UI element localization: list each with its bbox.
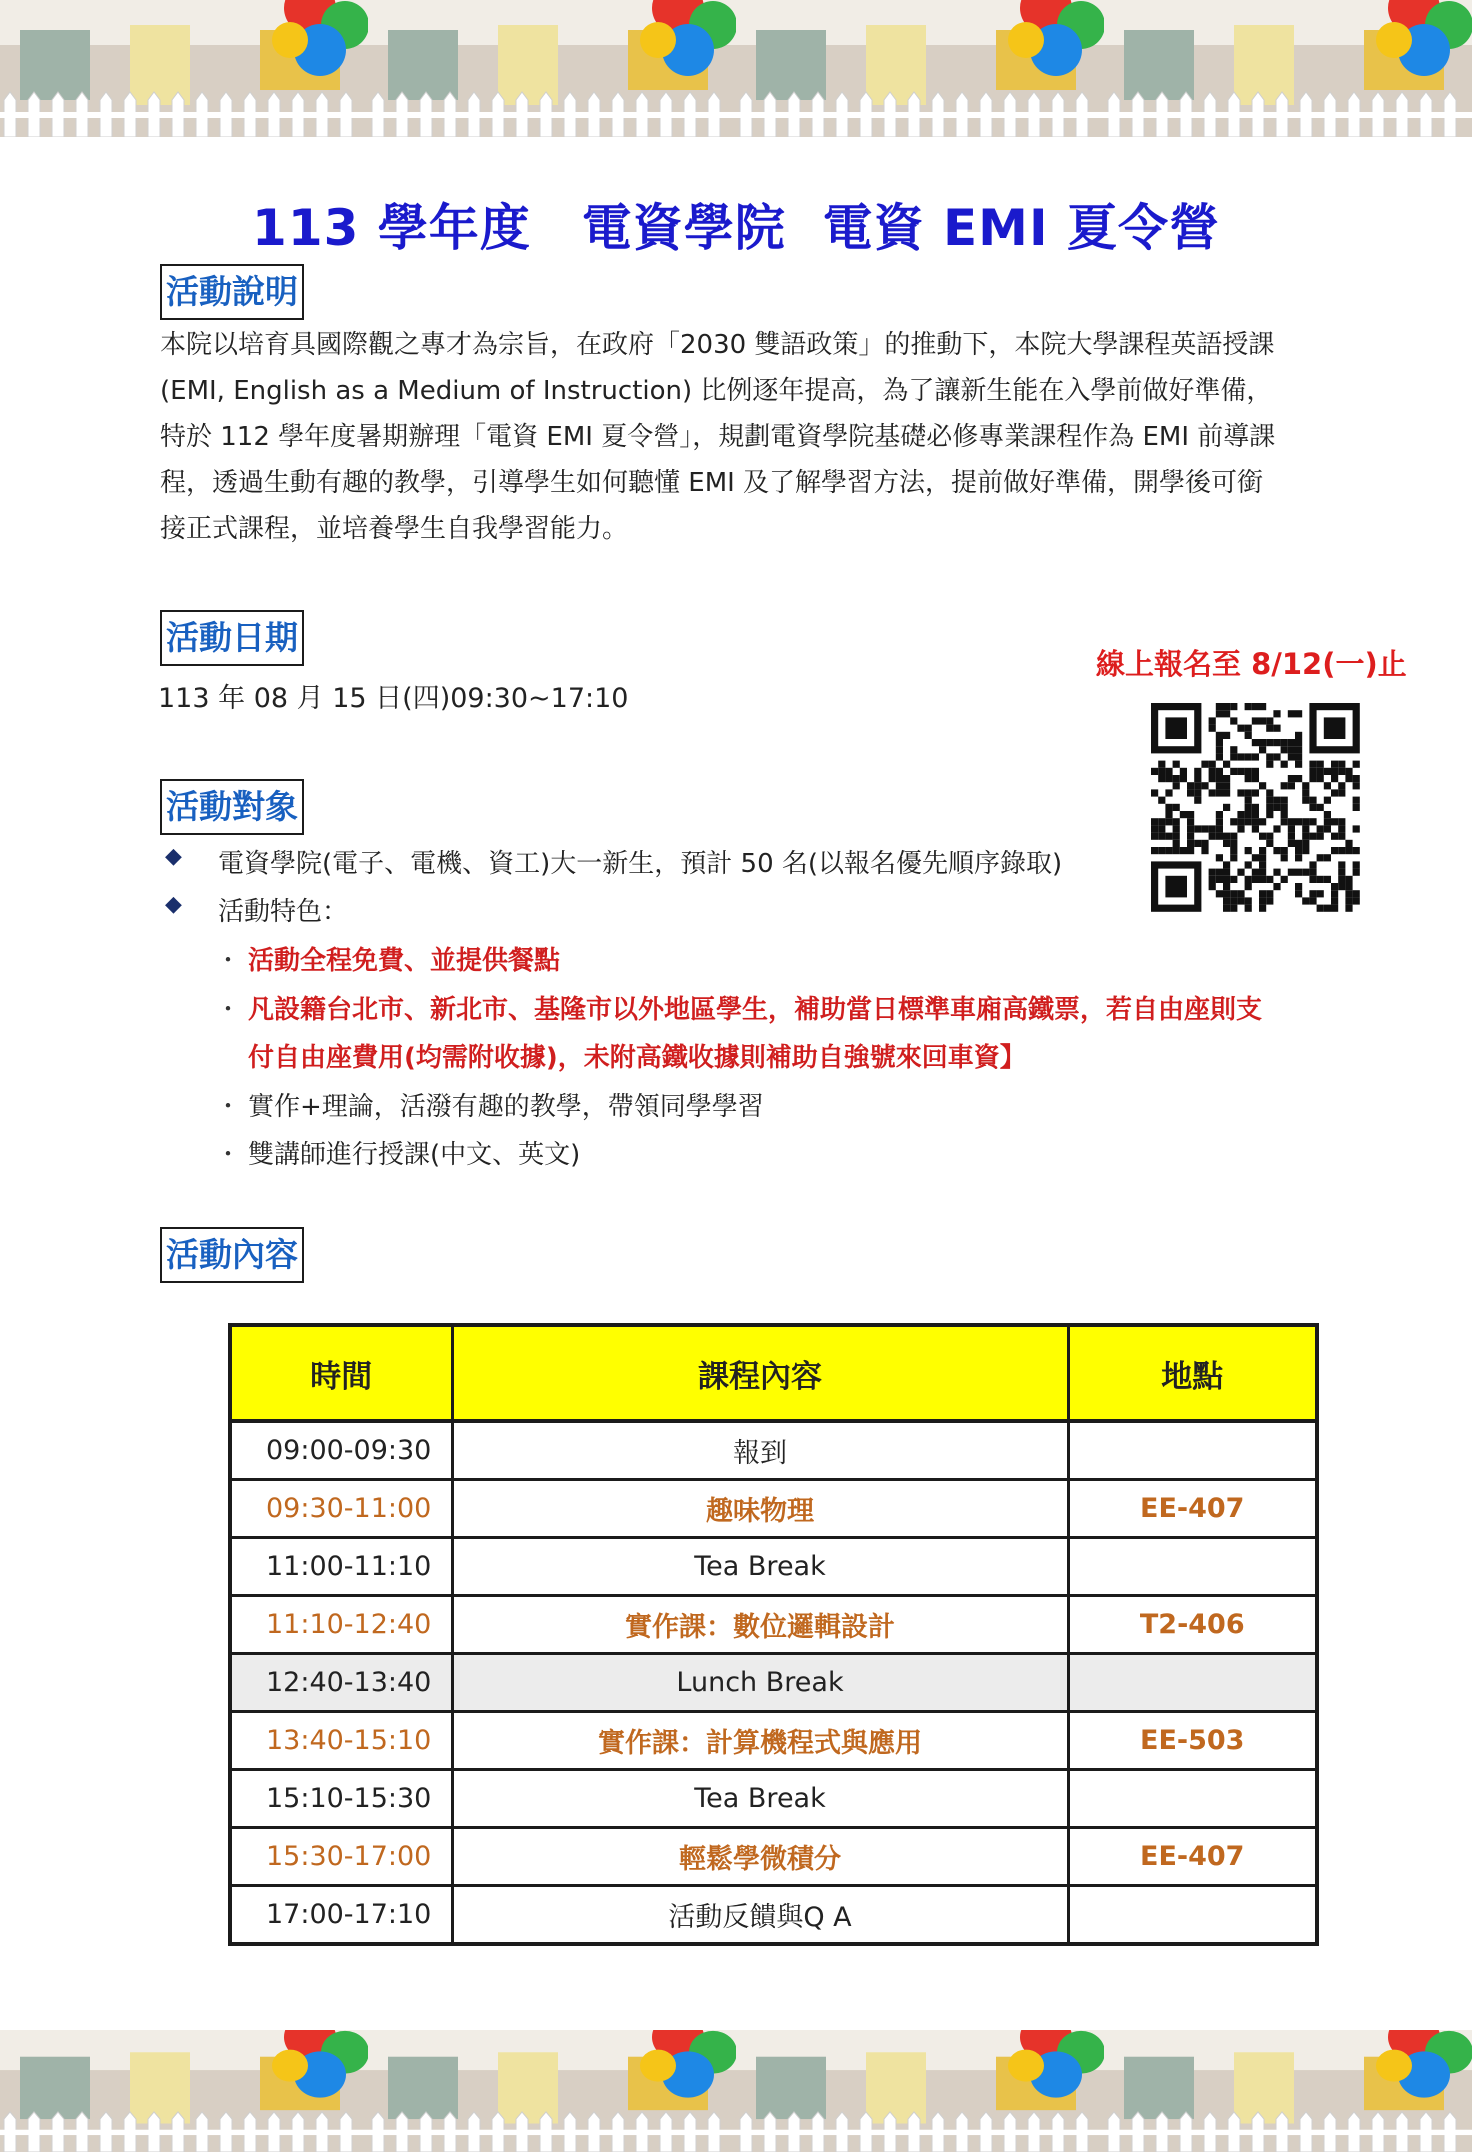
cell-content: 輕鬆學微積分 [452, 1828, 1068, 1886]
cell-content: Lunch Break [452, 1654, 1068, 1712]
cell-location: EE-407 [1068, 1480, 1317, 1538]
cell-content: 趣味物理 [452, 1480, 1068, 1538]
cell-location: EE-503 [1068, 1712, 1317, 1770]
cell-time: 15:30-17:00 [230, 1828, 452, 1886]
description-line: 本院以培育具國際觀之專才為宗旨，在政府「2030 雙語政策」的推動下，本院大學課程英語授課 [160, 330, 1275, 360]
target-bullet: 電資學院(電子、電機、資工)大一新生，預計 50 名(以報名優先順序錄取) [218, 849, 1063, 879]
cell-content: 報到 [452, 1421, 1068, 1480]
diamond-bullet-icon: ◆ [165, 892, 182, 917]
bottom-banner [0, 2030, 1472, 2152]
cell-time: 11:10-12:40 [230, 1596, 452, 1654]
description-line: 程，透過生動有趣的教學，引導學生如何聽懂 EMI 及了解學習方法，提前做好準備，開學後可銜 [160, 468, 1264, 498]
description-line: 接正式課程，並培養學生自我學習能力。 [160, 514, 629, 544]
schedule-header-row [230, 1325, 1317, 1421]
balloon-banner-image [0, 2030, 1472, 2152]
cell-time: 12:40-13:40 [230, 1654, 452, 1712]
description-paragraph [160, 322, 1320, 552]
section-heading-target: 活動對象 [160, 779, 304, 835]
cell-location [1068, 1421, 1317, 1480]
balloon-banner-image [0, 0, 1472, 137]
diamond-bullet-icon: ◆ [165, 844, 182, 869]
header-location: 地點 [1068, 1325, 1317, 1421]
registration-deadline: 線上報名至 8/12(一)止 [1096, 647, 1407, 681]
table-row [230, 1828, 1317, 1886]
cell-location: T2-406 [1068, 1596, 1317, 1654]
cell-time: 13:40-15:10 [230, 1712, 452, 1770]
cell-time: 09:00-09:30 [230, 1421, 452, 1480]
section-heading-content: 活動內容 [160, 1227, 304, 1283]
cell-location: EE-407 [1068, 1828, 1317, 1886]
schedule-table [228, 1323, 1319, 1946]
table-row [230, 1886, 1317, 1945]
feature-item: 雙講師進行授課(中文、英文) [248, 1140, 581, 1170]
header-time: 時間 [230, 1325, 452, 1421]
cell-content: Tea Break [452, 1538, 1068, 1596]
section-heading-date: 活動日期 [160, 610, 304, 666]
cell-time: 17:00-17:10 [230, 1886, 452, 1945]
qr-code-image [1151, 703, 1363, 919]
table-row [230, 1654, 1317, 1712]
event-date: 113 年 08 月 15 日(四)09:30~17:10 [158, 683, 629, 714]
cell-content: 實作課：計算機程式與應用 [452, 1712, 1068, 1770]
dot-bullet-icon: ・ [216, 1092, 240, 1120]
table-row [230, 1596, 1317, 1654]
page-title: 113 學年度 電資學院 電資 EMI 夏令營 [252, 199, 1220, 257]
cell-location [1068, 1770, 1317, 1828]
cell-location [1068, 1886, 1317, 1945]
table-row [230, 1421, 1317, 1480]
cell-content: 實作課：數位邏輯設計 [452, 1596, 1068, 1654]
cell-content: 活動反饋與Q A [452, 1886, 1068, 1945]
table-row [230, 1770, 1317, 1828]
qr-code[interactable] [1151, 703, 1363, 923]
top-banner [0, 0, 1472, 137]
description-line: 特於 112 學年度暑期辦理「電資 EMI 夏令營」，規劃電資學院基礎必修專業課程作為 EMI 前導課 [160, 422, 1276, 452]
cell-time: 15:10-15:30 [230, 1770, 452, 1828]
feature-item-continuation: 付自由座費用(均需附收據)，未附高鐵收據則補助自強號來回車資】 [248, 1043, 1026, 1073]
table-row [230, 1712, 1317, 1770]
section-heading-description: 活動說明 [160, 264, 304, 320]
dot-bullet-icon: ・ [216, 995, 240, 1023]
feature-item: 凡設籍台北市、新北市、基隆市以外地區學生，補助當日標準車廂高鐵票，若自由座則支 [248, 995, 1263, 1025]
header-content: 課程內容 [452, 1325, 1068, 1421]
description-line: (EMI, English as a Medium of Instruction) 比例逐年提高，為了讓新生能在入學前做好準備， [160, 376, 1273, 406]
dot-bullet-icon: ・ [216, 946, 240, 974]
dot-bullet-icon: ・ [216, 1140, 240, 1168]
cell-content: Tea Break [452, 1770, 1068, 1828]
cell-location [1068, 1538, 1317, 1596]
cell-location [1068, 1654, 1317, 1712]
cell-time: 09:30-11:00 [230, 1480, 452, 1538]
feature-item: 活動全程免費、並提供餐點 [248, 946, 561, 976]
table-row [230, 1538, 1317, 1596]
feature-item: 實作+理論，活潑有趣的教學，帶領同學學習 [248, 1092, 764, 1122]
table-row [230, 1480, 1317, 1538]
cell-time: 11:00-11:10 [230, 1538, 452, 1596]
target-bullet: 活動特色： [218, 897, 349, 927]
